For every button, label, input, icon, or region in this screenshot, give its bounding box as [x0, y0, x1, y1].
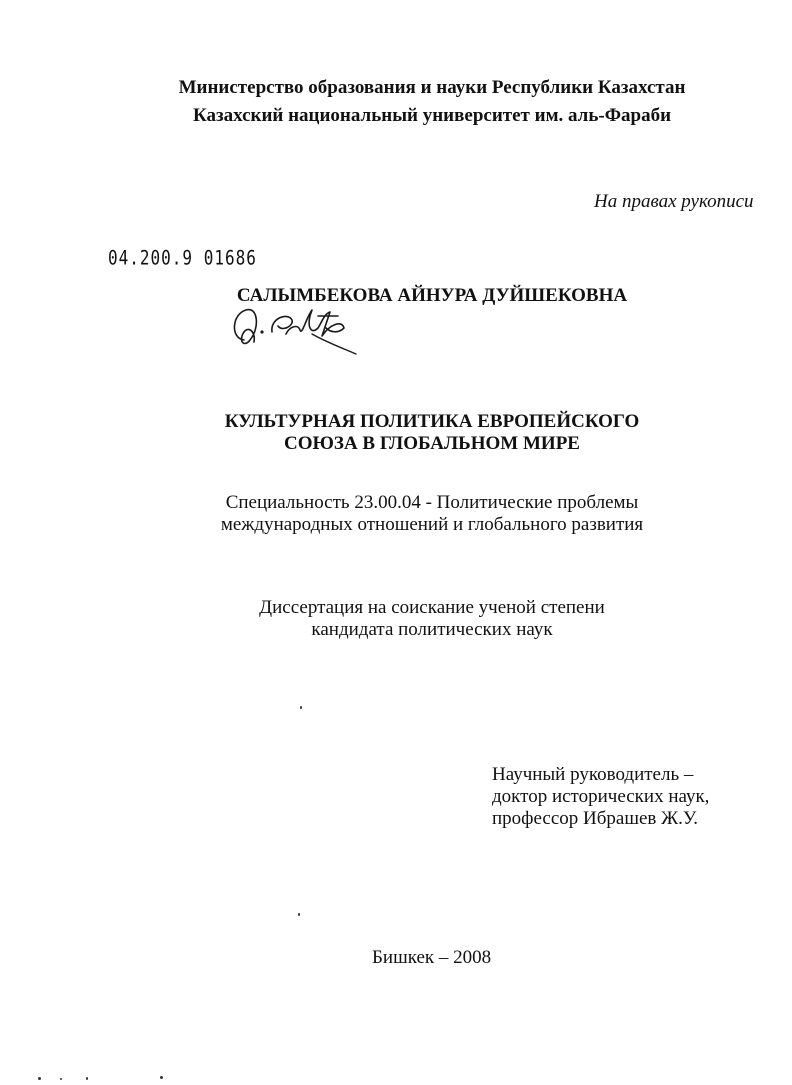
supervisor-line-2: доктор исторических наук,	[492, 786, 710, 807]
scan-speck	[86, 1077, 88, 1080]
ministry-heading: Министерство образования и науки Республики Казахстан	[178, 77, 686, 98]
scan-speck	[298, 913, 300, 916]
city-year: Бишкек – 2008	[372, 947, 492, 968]
scan-speck	[300, 706, 302, 709]
specialty-line-1: Специальность 23.00.04 - Политические проблемы	[225, 492, 639, 513]
scan-speck	[38, 1077, 41, 1080]
degree-line-2: кандидата политических наук	[311, 619, 553, 640]
university-heading: Казахский национальный университет им. аль-Фараби	[192, 105, 672, 126]
specialty-line-2: международных отношений и глобального развития	[220, 514, 644, 535]
rights-note: На правах рукописи	[594, 191, 754, 212]
supervisor-line-3: профессор Ибрашев Ж.У.	[492, 808, 698, 829]
supervisor-line-1: Научный руководитель –	[492, 764, 694, 785]
thesis-title-line-1: КУЛЬТУРНАЯ ПОЛИТИКА ЕВРОПЕЙСКОГО	[224, 411, 640, 432]
thesis-title-line-2: СОЮЗА В ГЛОБАЛЬНОМ МИРЕ	[284, 433, 580, 454]
author-signature	[226, 300, 366, 358]
author-name: САЛЫМБЕКОВА АЙНУРА ДУЙШЕКОВНА	[236, 285, 628, 306]
catalog-number-stamp: 04.200.9 01686	[108, 246, 257, 270]
scan-speck	[160, 1076, 163, 1079]
degree-line-1: Диссертация на соискание ученой степени	[259, 597, 605, 618]
scan-speck	[60, 1078, 62, 1080]
